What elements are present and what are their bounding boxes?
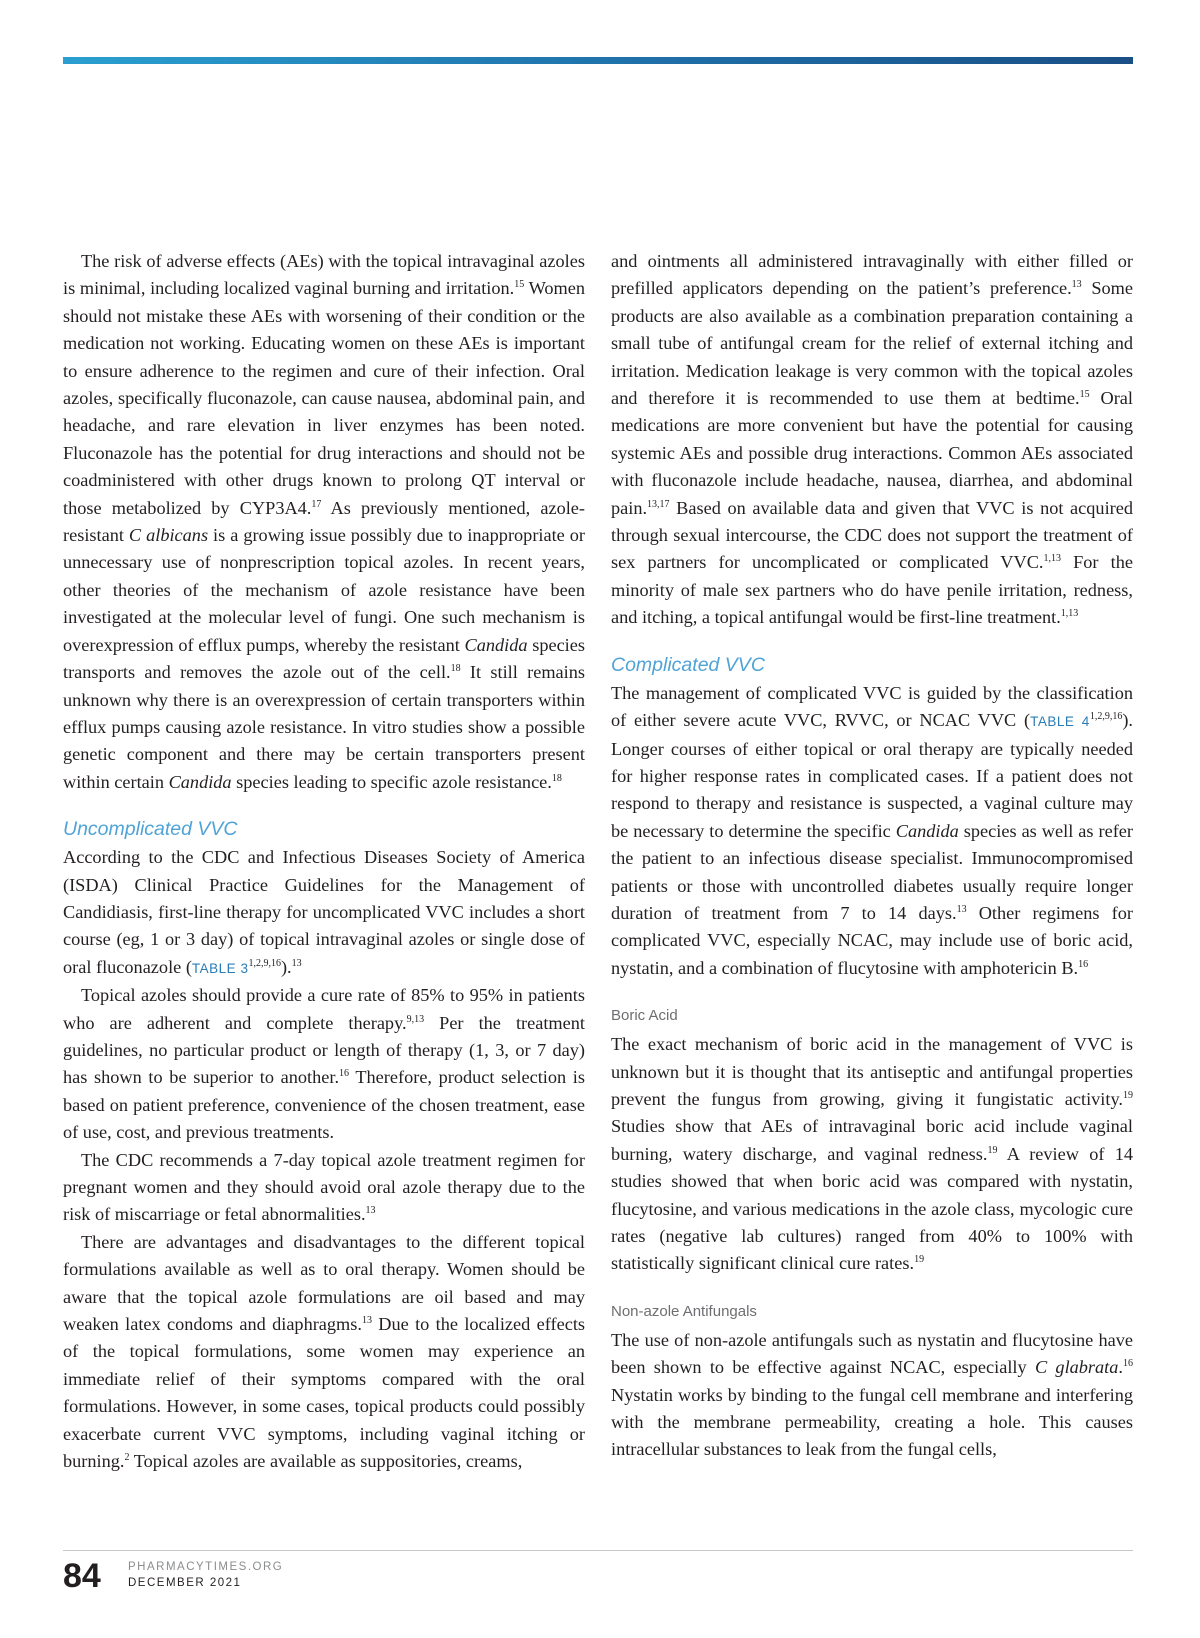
right-column: [611, 248, 1133, 1464]
paragraph-adverse-effects: The risk of adverse effects (AEs) with the topical intravaginal azoles is minimal, including localized vaginal burning and irritation.$^{15}$ Women should not mistake these AEs with worsening of their condition or the medication not working. Educating women on these AEs is important to ensure adherence to the regimen and cure of their infection. Oral azoles, specifically fluconazole, can cause nausea, abdominal pain, and headache, and rare elevation in liver enzymes has been noted. Fluconazole has the potential for drug interactions and should not be coadministered with other drugs known to prolong QT interval or those metabolized by CYP3A4.17 As previously mentioned, azole-resistant C albicans is a growing issue possibly due to inappropriate or unnecessary use of nonprescription topical azoles. In recent years, other theories of the mechanism of azole resistance have been investigated at the molecular level of fungi. One such mechanism is overexpression of efflux pumps, whereby the resistant Candida species transports and removes the azole out of the cell.$^{18}$ It still remains unknown why there is an overexpression of certain transporters within efflux pumps causing azole resistance. In vitro studies show a possible genetic component and there may be certain transporters present within certain Candida species leading to specific azole resistance.$^{18}$: [63, 251, 586, 792]
paragraph-pregnancy: The CDC recommends a 7-day topical azole treatment regimen for pregnant women and they should avoid oral azole therapy due to the risk of miscarriage or fetal abnormalities.$^{13}$: [63, 1149, 585, 1225]
heading-complicated-vvc: Complicated VVC: [611, 653, 765, 676]
heading-boric-acid: Boric Acid: [611, 1007, 678, 1025]
table-4-link[interactable]: TABLE 4: [1030, 714, 1090, 730]
paragraph-complicated-management: The management of complicated VVC is guided by the classification of either severe acute VVC, RVVC, or NCAC VVC (TABLE 4$^{1,2,9,16}$). Longer courses of either topical or oral therapy are typically needed for higher response rates in complicated cases. If a patient does not respond to therapy and resistance is suspected, a vaginal culture may be necessary to determine the specific Candida species as well as refer the patient to an infectious disease specialist. Immunocompromised patients or those with uncontrolled diabetes usually require longer duration of treatment from 7 to 14 days.$^{13}$ Other regimens for complicated VVC, especially NCAC, may include use of boric acid, nystatin, and a combination of flucytosine with amphotericin B.$^{16}$: [611, 682, 1133, 978]
paragraph-non-azole: The use of non-azole antifungals such as nystatin and flucytosine have been shown to be effective against NCAC, especially C glabrata.$^{16}$ Nystatin works by binding to the fungal cell membrane and interfering with the membrane permeability, creating a hole. This causes intracellular substances to leak from the fungal cells,: [611, 1329, 1133, 1460]
top-accent-rule: [63, 57, 1133, 64]
paragraph-formulations: There are advantages and disadvantages to the different topical formulations available as well as to oral therapy. Women should be aware that the topical azole formulations are oil based and may weaken latex condoms and diaphragms.$^{13}$ Due to the localized effects of the topical formulations, some women may experience an immediate relief of their symptoms compared with the oral formulations. However, in some cases, topical products could possibly exacerbate current VVC symptoms, including vaginal itching or burning.$^2$ Topical azoles are available as suppositories, creams,: [63, 1231, 586, 1472]
publication-site[interactable]: PHARMACYTIMES.ORG: [128, 1561, 284, 1573]
paragraph-guidelines: According to the CDC and Infectious Diseases Society of America (ISDA) Clinical Practice Guidelines for the Management of Candidiasis, first-line therapy for uncomplicated VVC includes a short course (eg, 1 or 3 day) of topical intravaginal azoles or single dose of oral fluconazole (TABLE 3$^{1,2,9,16}$).$^{13}$: [63, 847, 585, 977]
heading-non-azole-antifungals: Non-azole Antifungals: [611, 1302, 757, 1320]
left-column: [63, 248, 585, 1475]
footer-rule: [63, 1550, 1133, 1551]
table-3-link[interactable]: TABLE 3: [191, 960, 249, 976]
publication-date: DECEMBER 2021: [128, 1577, 242, 1589]
heading-uncomplicated-vvc: Uncomplicated VVC: [63, 818, 238, 841]
page-number: 84: [63, 1557, 101, 1595]
paragraph-boric-acid: The exact mechanism of boric acid in the management of VVC is unknown but it is thought that its antiseptic and antifungal properties prevent the fungus from growing, giving it fungistatic activity.$^{19}$ Studies show that AEs of intravaginal boric acid include vaginal burning, watery discharge, and vaginal redness.$^{19}$ A review of 14 studies showed that when boric acid was compared with nystatin, flucytosine, and various medications in the azole class, mycologic cure rates (negative lab cultures) ranged from 40% to 100% with statistically significant clinical cure rates.$^{19}$: [611, 1034, 1133, 1274]
paragraph-cure-rate: Topical azoles should provide a cure rate of 85% to 95% in patients who are adherent and complete therapy.$^{9,13}$ Per the treatment guidelines, no particular product or length of therapy (1, 3, or 7 day) has shown to be superior to another.$^{16}$ Therefore, product selection is based on patient preference, convenience of the chosen treatment, ease of use, cost, and previous treatments.: [63, 985, 585, 1143]
paragraph-applicators: and ointments all administered intravaginally with either filled or prefilled applicators depending on the patient’s preference.$^{13}$ Some products are also available as a combination preparation containing a small tube of antifungal cream for the relief of external itching and irritation. Medication leakage is very common with the topical azoles and therefore it is recommended to use them at bedtime.$^{15}$ Oral medications are more convenient but have the potential for causing systemic AEs and possible drug interactions. Common AEs associated with fluconazole include headache, nausea, diarrhea, and abdominal pain.$^{13,17}$ Based on available data and given that VVC is not acquired through sexual intercourse, the CDC does not support the treatment of sex partners for uncomplicated or complicated VVC.$^{1,13}$ For the minority of male sex partners who do have penile irritation, redness, and itching, a topical antifungal would be first-line treatment.$^{1,13}$: [611, 251, 1133, 628]
